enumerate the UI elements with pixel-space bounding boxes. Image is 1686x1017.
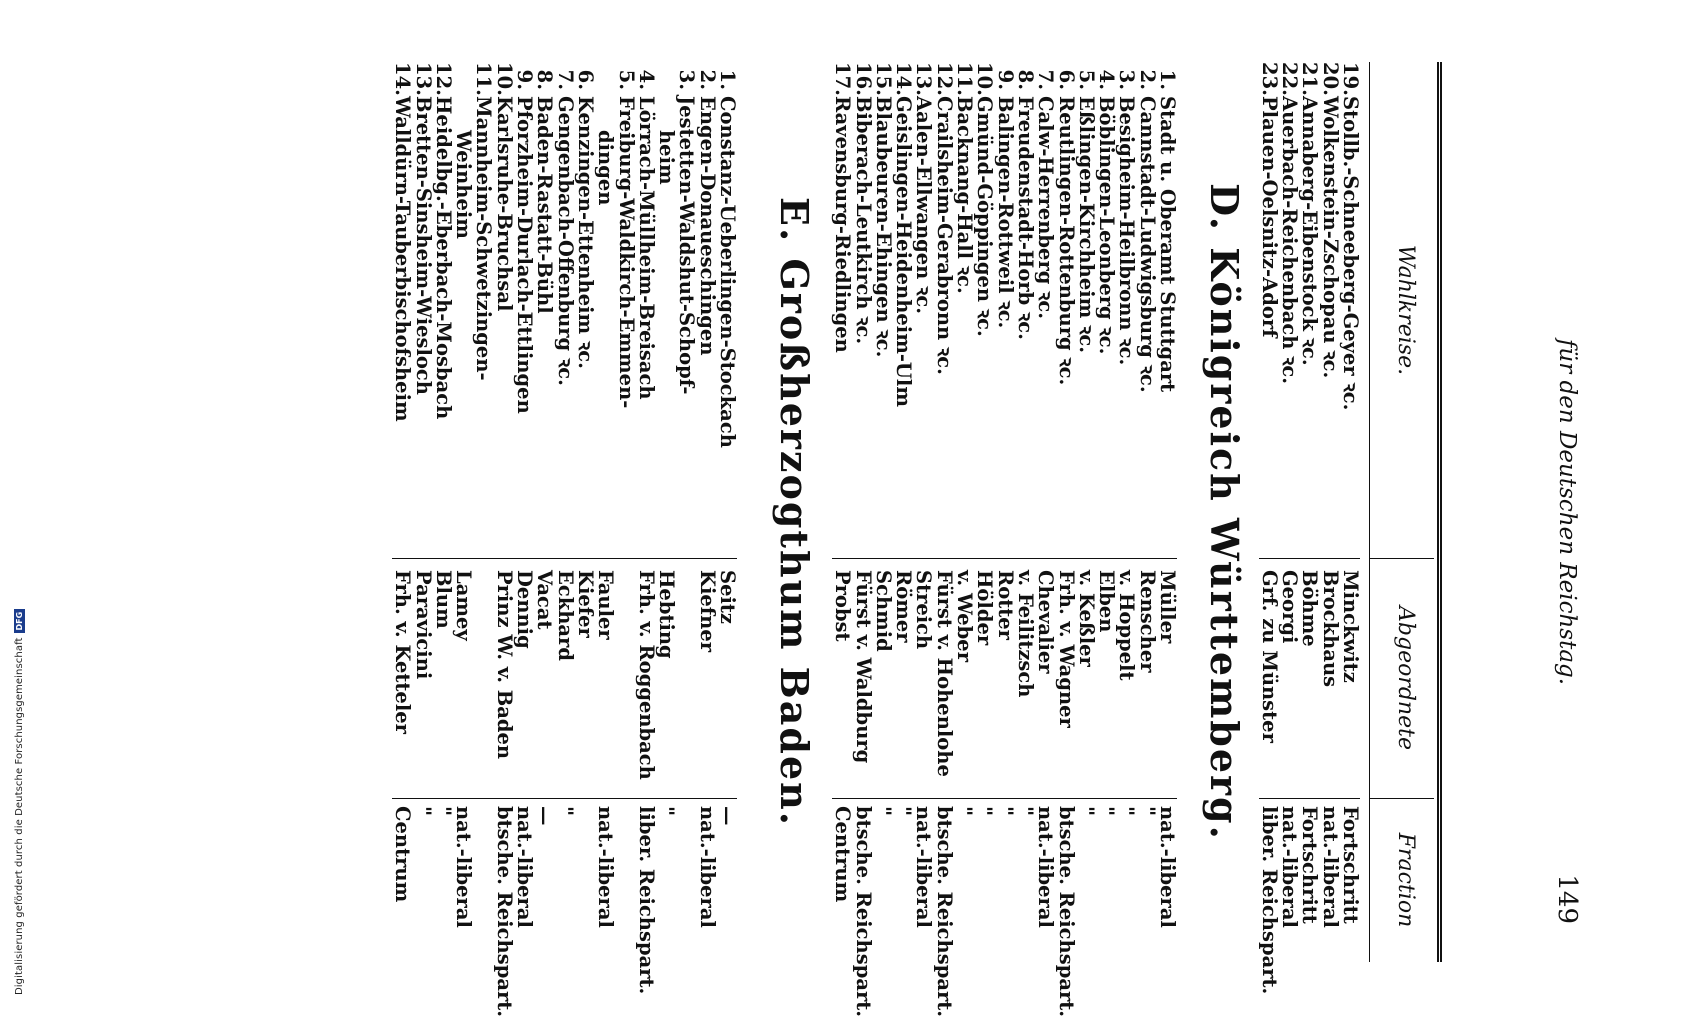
table-row xyxy=(851,62,875,1017)
deputy-cell: v. Weber xyxy=(953,570,977,662)
row-number: 10. xyxy=(492,62,516,96)
table-row xyxy=(391,62,415,962)
deputy-cell: Brockhaus xyxy=(1318,570,1342,688)
row-number: 21. xyxy=(1298,62,1322,96)
deputy-cell: Rotter xyxy=(993,570,1017,640)
row-number: 4. xyxy=(1095,69,1119,90)
running-title: für den Deutschen Reichstag. xyxy=(1554,338,1580,686)
table-row xyxy=(1257,62,1281,995)
column-divider xyxy=(575,798,595,799)
faction-cell: btsche. Reichspart. xyxy=(492,806,516,1017)
district-cell: Walldürn-Tauberbischofsheim xyxy=(391,96,415,422)
faction-cell: " xyxy=(993,806,1017,817)
row-number: 3. xyxy=(675,69,699,90)
table-row xyxy=(1340,62,1360,962)
faction-cell: " xyxy=(553,806,577,817)
district-cell: Reutlingen-Rottenburg ꝛc. xyxy=(1054,96,1078,386)
deputy-cell: Vacat xyxy=(533,570,557,630)
district-cell: Baden-Rastatt-Bühl xyxy=(533,96,557,314)
faction-cell: Centrum xyxy=(391,806,415,903)
district-cell: heim xyxy=(655,130,679,185)
column-divider xyxy=(1136,798,1156,799)
column-divider xyxy=(717,798,737,799)
running-head xyxy=(1546,62,1582,962)
deputy-cell: Römer xyxy=(892,570,916,643)
column-divider xyxy=(656,798,676,799)
column-divider xyxy=(696,798,716,799)
table-row xyxy=(1318,62,1342,962)
row-number: 8. xyxy=(1013,69,1037,90)
column-divider xyxy=(1076,798,1096,799)
district-cell: Constanz-Ueberlingen-Stockach xyxy=(716,96,739,448)
table-row xyxy=(513,62,537,962)
row-number: 6. xyxy=(1054,69,1078,90)
column-divider xyxy=(1279,798,1299,799)
deputy-cell: Seitz xyxy=(716,570,739,624)
header-deputy: Abgeordnete xyxy=(1393,606,1418,750)
table-row xyxy=(892,62,916,962)
column-divider xyxy=(1076,558,1096,559)
column-divider xyxy=(832,798,852,799)
district-cell: Blaubeuren-Ehingen ꝛc. xyxy=(871,96,895,358)
row-number: 9. xyxy=(513,69,537,90)
faction-cell: " xyxy=(973,806,997,817)
table-row xyxy=(575,62,595,962)
column-divider xyxy=(433,558,453,559)
column-divider xyxy=(392,798,412,799)
district-cell: Pforzheim-Durlach-Ettlingen xyxy=(513,96,537,414)
faction-cell: " xyxy=(871,806,895,817)
table-row xyxy=(1115,62,1139,962)
deputy-cell: Frh. v. Roggenbach xyxy=(634,570,658,780)
faction-cell: " xyxy=(1115,806,1139,817)
faction-cell: " xyxy=(1095,806,1119,817)
faction-cell: " xyxy=(411,806,435,817)
deputy-cell: Renscher xyxy=(1135,570,1159,673)
column-divider xyxy=(974,798,994,799)
faction-cell: btsche. Reichspart. xyxy=(1054,806,1078,1017)
district-cell: Backnang-Hall ꝛc. xyxy=(953,96,977,294)
deputy-cell: Müller xyxy=(1156,570,1179,644)
district-cell: Heidelbg.-Eberbach-Mosbach xyxy=(431,96,455,420)
column-divider xyxy=(1116,798,1136,799)
book-page xyxy=(147,62,1582,1017)
row-number: 17. xyxy=(831,62,855,96)
row-number: 11. xyxy=(953,62,977,96)
row-number: 1. xyxy=(1156,69,1179,90)
section-title-wuerttemberg: D. Königreich Württemberg. xyxy=(1202,183,1247,841)
table-row xyxy=(912,62,936,962)
row-number: 5. xyxy=(614,69,638,90)
column-divider xyxy=(453,558,473,559)
row-number: 13. xyxy=(411,62,435,96)
table-row xyxy=(831,62,855,962)
row-number: 15. xyxy=(871,62,895,96)
attribution-text: Digitalisierung gefördert durch die Deutsche Forschungsgemeinschaft xyxy=(14,637,25,995)
deputy-cell: Fürst v. Hohenlohe xyxy=(932,570,956,777)
faction-cell: — xyxy=(533,806,557,826)
column-divider xyxy=(615,558,635,559)
table-row xyxy=(614,62,638,962)
column-divider xyxy=(493,798,513,799)
column-divider xyxy=(873,558,893,559)
deputy-cell: Paravicini xyxy=(411,570,435,680)
column-divider xyxy=(873,798,893,799)
column-divider xyxy=(636,798,656,799)
table-row xyxy=(973,62,997,962)
faction-cell: " xyxy=(431,806,455,817)
column-divider xyxy=(595,798,615,799)
column-divider xyxy=(1035,798,1055,799)
column-divider xyxy=(954,558,974,559)
column-divider xyxy=(575,558,595,559)
table-row xyxy=(553,62,577,962)
faction-cell: btsche. Reichspart. xyxy=(932,806,956,1017)
column-divider xyxy=(676,798,696,799)
column-divider xyxy=(1157,798,1177,799)
faction-cell: " xyxy=(892,806,916,817)
page-number: 149 xyxy=(1552,874,1582,924)
table-row xyxy=(411,62,435,962)
district-cell: Besigheim-Heilbronn ꝛc. xyxy=(1115,96,1139,366)
deputy-cell: Frh. v. Ketteler xyxy=(391,570,415,734)
table-body-wuerttemberg xyxy=(831,62,1179,1017)
district-cell: Gengenbach-Offenburg ꝛc. xyxy=(553,96,577,386)
row-number: 23. xyxy=(1257,62,1281,96)
column-divider xyxy=(1319,558,1339,559)
faction-cell: — xyxy=(716,806,739,826)
column-divider xyxy=(1299,558,1319,559)
deputy-cell: v. Feilitzsch xyxy=(1013,570,1037,698)
column-divider xyxy=(1116,558,1136,559)
faction-cell: " xyxy=(953,806,977,817)
table-row xyxy=(634,62,658,995)
deputy-cell: Frh. v. Wagner xyxy=(1054,570,1078,728)
column-divider xyxy=(1096,558,1116,559)
deputy-cell: Schmid xyxy=(871,570,895,652)
district-cell: Freudenstadt-Horb ꝛc. xyxy=(1013,96,1037,340)
column-divider xyxy=(994,558,1014,559)
column-divider xyxy=(1055,798,1075,799)
column-divider xyxy=(933,558,953,559)
district-cell: Ravensburg-Riedlingen xyxy=(831,96,855,353)
district-cell: Bretten-Sinsheim-Wiesloch xyxy=(411,96,435,395)
table-row xyxy=(1157,62,1177,962)
deputy-cell: Böhme xyxy=(1298,570,1322,647)
table-body-baden xyxy=(391,62,739,1017)
row-number: 22. xyxy=(1278,62,1302,96)
deputy-cell: Lamey xyxy=(452,570,476,641)
row-number: 9. xyxy=(993,69,1017,90)
column-divider xyxy=(893,558,913,559)
table-row xyxy=(695,62,719,962)
table-row xyxy=(472,62,496,962)
row-number: 16. xyxy=(851,62,875,96)
deputy-cell: Elben xyxy=(1095,570,1119,633)
column-divider xyxy=(1279,558,1299,559)
row-number: 7. xyxy=(1034,69,1058,90)
column-divider xyxy=(636,558,656,559)
district-cell: dingen xyxy=(594,130,618,206)
table-row xyxy=(594,62,618,962)
deputy-cell: v. Hoppelt xyxy=(1115,570,1139,681)
column-divider xyxy=(852,558,872,559)
district-cell: Mannheim-Schwetzingen- xyxy=(472,96,496,381)
column-divider xyxy=(1340,558,1360,559)
deputy-cell: v. Keßler xyxy=(1074,570,1098,667)
column-divider xyxy=(534,798,554,799)
row-number: 10. xyxy=(973,62,997,96)
district-cell: Balingen-Rottweil ꝛc. xyxy=(993,96,1017,329)
column-divider xyxy=(1015,798,1035,799)
table-row xyxy=(1135,62,1159,962)
table-row xyxy=(1054,62,1078,1017)
column-divider xyxy=(852,798,872,799)
column-divider xyxy=(974,558,994,559)
column-divider xyxy=(554,798,574,799)
table-header xyxy=(1369,62,1434,962)
district-cell: Eßlingen-Kirchheim ꝛc. xyxy=(1074,96,1098,353)
row-number: 13. xyxy=(912,62,936,96)
row-number: 4. xyxy=(634,69,658,90)
district-cell: Plauen-Oelsnitz-Adorf xyxy=(1257,96,1281,338)
district-cell: Geislingen-Heidenheim-Ulm xyxy=(892,96,916,407)
table-row xyxy=(492,62,516,1017)
faction-cell: nat.-liberal xyxy=(912,806,936,928)
header-rule xyxy=(1437,62,1442,962)
row-number: 14. xyxy=(391,62,415,96)
row-number: 11. xyxy=(472,62,496,96)
deputy-cell: Minckwitz xyxy=(1339,570,1362,683)
deputy-cell: Hölder xyxy=(973,570,997,646)
deputy-cell: Grf. zu Münster xyxy=(1257,570,1281,743)
row-number: 6. xyxy=(573,69,597,90)
column-divider xyxy=(1259,798,1279,799)
column-divider xyxy=(473,558,493,559)
row-number: 12. xyxy=(932,62,956,96)
faction-cell: nat.-liberal xyxy=(1156,806,1179,928)
column-divider xyxy=(554,558,574,559)
district-cell: Auerbach-Reichenbach ꝛc. xyxy=(1278,96,1302,385)
column-divider xyxy=(1136,558,1156,559)
faction-cell: liber. Reichspart. xyxy=(634,806,658,995)
deputy-cell: Probst xyxy=(831,570,855,642)
dfg-logo: DFG xyxy=(14,609,25,634)
district-cell: Stollb.-Schneeberg-Geyer ꝛc. xyxy=(1339,96,1362,411)
deputy-cell: Chevalier xyxy=(1034,570,1058,674)
district-cell: Cannstadt-Ludwigsburg ꝛc. xyxy=(1135,96,1159,393)
column-divider xyxy=(1157,558,1177,559)
deputy-cell: Fauler xyxy=(594,570,618,640)
table-row xyxy=(675,62,699,962)
table-row xyxy=(433,62,453,962)
table-body-top xyxy=(1257,62,1362,995)
district-cell: Kenzingen-Ettenheim ꝛc. xyxy=(573,96,597,369)
column-divider xyxy=(412,558,432,559)
column-divider xyxy=(696,558,716,559)
column-divider xyxy=(913,558,933,559)
column-divider xyxy=(933,798,953,799)
dfg-attribution xyxy=(14,609,25,995)
deputy-cell: Dennig xyxy=(513,570,537,649)
faction-cell: Fortschritt xyxy=(1339,806,1362,924)
faction-cell: nat.-liberal xyxy=(1278,806,1302,928)
table-row xyxy=(932,62,956,1017)
column-divider xyxy=(412,798,432,799)
district-cell: Crailsheim-Gerabronn ꝛc. xyxy=(932,96,956,375)
faction-cell: Fortschritt xyxy=(1298,806,1322,924)
district-cell: Aalen-Ellwangen ꝛc. xyxy=(912,96,936,315)
column-divider xyxy=(1299,798,1319,799)
column-divider xyxy=(676,558,696,559)
deputy-cell: Kiefner xyxy=(695,570,719,653)
row-number: 8. xyxy=(533,69,557,90)
column-divider xyxy=(994,798,1014,799)
deputy-cell: Georgi xyxy=(1278,570,1302,644)
deputy-cell: Blum xyxy=(431,570,455,629)
column-divider xyxy=(1319,798,1339,799)
table-row xyxy=(1298,62,1322,962)
faction-cell: nat.-liberal xyxy=(695,806,719,928)
column-divider xyxy=(1340,798,1360,799)
column-divider xyxy=(534,558,554,559)
faction-cell: " xyxy=(655,806,679,817)
column-divider xyxy=(656,558,676,559)
row-number: 20. xyxy=(1318,62,1342,96)
row-number: 1. xyxy=(716,69,739,90)
row-number: 3. xyxy=(1115,69,1139,90)
table-row xyxy=(1015,62,1035,962)
faction-cell: " xyxy=(1135,806,1159,817)
row-number: 19. xyxy=(1339,62,1362,96)
table-row xyxy=(533,62,557,962)
district-cell: Weinheim xyxy=(452,130,476,239)
district-cell: Wolkenstein-Zschopau ꝛc. xyxy=(1318,96,1342,379)
district-cell: Böblingen-Leonberg ꝛc. xyxy=(1095,96,1119,355)
deputy-cell: Streich xyxy=(912,570,936,650)
row-number: 5. xyxy=(1074,69,1098,90)
faction-cell: Centrum xyxy=(831,806,855,903)
district-cell: Annaberg-Eibenstock ꝛc. xyxy=(1298,96,1322,366)
district-cell: Calw-Herrenberg ꝛc. xyxy=(1034,96,1058,320)
column-divider xyxy=(717,558,737,559)
column-divider xyxy=(615,798,635,799)
table-row xyxy=(1034,62,1058,962)
table-row xyxy=(1076,62,1096,962)
table-row xyxy=(953,62,977,962)
column-divider xyxy=(493,558,513,559)
faction-cell: liber. Reichspart. xyxy=(1257,806,1281,995)
row-number: 2. xyxy=(1135,69,1159,90)
deputy-cell: Fürst v. Waldburg xyxy=(851,570,875,764)
column-divider xyxy=(1015,558,1035,559)
district-cell: Biberach-Leutkirch ꝛc. xyxy=(851,96,875,345)
row-number: 2. xyxy=(695,69,719,90)
row-number: 14. xyxy=(892,62,916,96)
faction-cell: btsche. Reichspart. xyxy=(851,806,875,1017)
faction-cell: nat.-liberal xyxy=(1318,806,1342,928)
faction-cell: " xyxy=(1013,806,1037,817)
table-row xyxy=(717,62,737,962)
column-divider xyxy=(514,798,534,799)
table-row xyxy=(873,62,893,962)
district-cell: Karlsruhe-Bruchsal xyxy=(492,96,516,312)
column-divider xyxy=(595,558,615,559)
faction-cell: nat.-liberal xyxy=(513,806,537,928)
faction-cell: nat.-liberal xyxy=(452,806,476,928)
row-number: 7. xyxy=(553,69,577,90)
district-cell: Lörrach-Müllheim-Breisach xyxy=(634,96,658,400)
column-divider xyxy=(893,798,913,799)
table-row xyxy=(655,62,679,962)
column-divider xyxy=(392,558,412,559)
table-row xyxy=(1095,62,1119,962)
deputy-cell: Eckhard xyxy=(553,570,577,661)
faction-cell: nat.-liberal xyxy=(594,806,618,928)
table-row xyxy=(1278,62,1302,962)
column-divider xyxy=(913,798,933,799)
faction-cell: nat.-liberal xyxy=(1034,806,1058,928)
table-row xyxy=(452,62,476,962)
column-divider xyxy=(1035,558,1055,559)
column-divider xyxy=(832,558,852,559)
deputy-cell: Prinz W. v. Baden xyxy=(492,570,516,760)
row-number: 12. xyxy=(431,62,455,96)
district-cell: Stadt u. Oberamt Stuttgart xyxy=(1156,96,1179,393)
column-divider xyxy=(1055,558,1075,559)
district-cell: Gmünd-Göppingen ꝛc. xyxy=(973,96,997,337)
column-divider xyxy=(1259,558,1279,559)
district-cell: Freiburg-Waldkirch-Emmen- xyxy=(614,96,638,409)
column-divider xyxy=(514,558,534,559)
district-cell: Jestetten-Waldshut-Schopf- xyxy=(675,96,699,395)
table-row xyxy=(993,62,1017,962)
column-divider xyxy=(1096,798,1116,799)
header-faction: Fraction xyxy=(1393,832,1418,928)
faction-cell: " xyxy=(1074,806,1098,817)
district-cell: Engen-Donaueschingen xyxy=(695,96,719,356)
column-divider xyxy=(473,798,493,799)
section-title-baden: E. Großherzogthum Baden. xyxy=(772,196,817,828)
column-divider xyxy=(433,798,453,799)
column-divider xyxy=(453,798,473,799)
header-district: Wahlkreise. xyxy=(1393,244,1418,376)
deputy-cell: Hebting xyxy=(655,570,679,659)
column-divider xyxy=(954,798,974,799)
deputy-cell: Kiefer xyxy=(573,570,597,638)
